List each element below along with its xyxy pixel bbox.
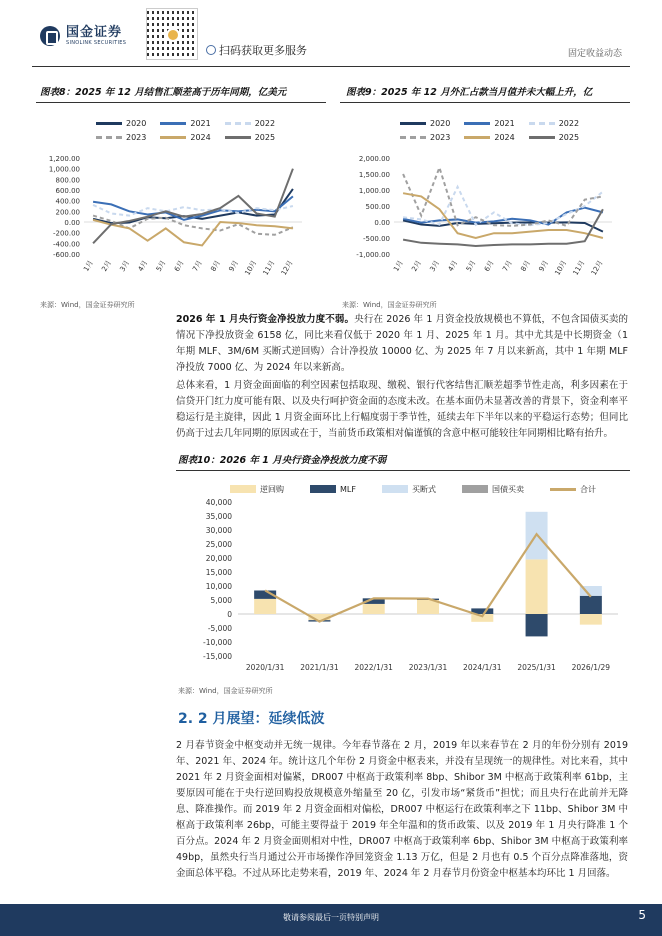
section2-title: 2. 2 月展望：延续低波 (178, 711, 325, 727)
y-tick-label: 0 (227, 610, 232, 619)
y-tick-label: 20,000 (205, 554, 232, 563)
paragraph-1 (176, 312, 628, 376)
legend-swatch (225, 122, 251, 125)
legend-label: 买断式 (411, 484, 436, 494)
y-tick-label: 1,200.00 (48, 155, 80, 163)
y-tick-label: -200.00 (52, 229, 80, 238)
y-tick-label: 200.00 (55, 208, 80, 217)
figure8-title: 图表8：2025 年 12 月结售汇顺差高于历年同期，亿美元 (40, 87, 287, 98)
x-tick-label: 2月 (100, 259, 113, 273)
bar-MLF (526, 614, 548, 636)
figure8-source: 来源：Wind，国金证券研究所 (40, 301, 135, 309)
series-line-2023 (403, 168, 603, 226)
y-tick-label: 0.00 (64, 219, 80, 227)
x-tick-label: 1月 (82, 259, 95, 273)
brand-name-cn: 国金证券 (66, 25, 123, 40)
x-tick-label: 5月 (154, 259, 168, 273)
y-tick-label: 600.00 (55, 187, 80, 195)
legend-label: MLF (340, 484, 356, 494)
y-tick-label: 500.00 (365, 203, 390, 211)
legend-item-4 (550, 482, 596, 496)
paragraph-1-lead: 2026 年 1 月央行资金净投放力度不弱。 (176, 314, 355, 325)
x-tick-label: 10月 (553, 259, 569, 277)
x-tick-label: 10月 (243, 259, 259, 277)
legend-label: 2025 (558, 132, 580, 142)
legend-item-2023 (96, 130, 146, 144)
legend-swatch (310, 485, 336, 493)
legend-label: 2025 (254, 132, 276, 142)
legend-swatch (160, 122, 186, 125)
legend-item-2020 (96, 116, 146, 130)
legend-swatch (96, 122, 122, 125)
figure9-legend (400, 116, 620, 144)
x-tick-label: 2022/1/31 (354, 663, 393, 672)
legend-item-2025 (529, 130, 579, 144)
legend-label: 国债买卖 (491, 484, 524, 494)
y-tick-label: 25,000 (205, 540, 232, 549)
legend-item-2021 (160, 116, 210, 130)
y-tick-label: 400.00 (55, 197, 80, 206)
y-tick-label: -15,000 (203, 652, 232, 661)
x-tick-label: 3月 (428, 259, 442, 273)
x-tick-label: 9月 (537, 259, 551, 273)
page-number: 5 (638, 908, 646, 922)
brand-name-en: SINOLINK SECURITIES (66, 40, 127, 46)
legend-item-2021 (464, 116, 514, 130)
legend-label: 2022 (254, 118, 276, 128)
legend-swatch (529, 122, 555, 125)
x-tick-label: 6月 (172, 259, 186, 273)
header-divider (32, 66, 630, 67)
legend-item-1 (310, 482, 356, 496)
legend-swatch (225, 136, 251, 139)
figure10-chart (176, 496, 626, 676)
figure8-legend (96, 116, 316, 144)
y-tick-label: 40,000 (205, 498, 232, 507)
legend-swatch (400, 122, 426, 125)
logo-icon (40, 26, 60, 46)
y-tick-label: 0.00 (374, 219, 390, 227)
legend-label: 2023 (430, 132, 451, 142)
x-tick-label: 2024/1/31 (463, 663, 502, 672)
y-tick-label: 1,000.00 (358, 187, 390, 195)
legend-item-2023 (400, 130, 450, 144)
scan-prompt (206, 42, 307, 58)
x-tick-label: 2021/1/31 (300, 663, 339, 672)
x-tick-label: 9月 (227, 259, 241, 273)
qr-center-logo (166, 28, 180, 42)
legend-item-2022 (225, 116, 275, 130)
figure10-title: 图表10：2026 年 1 月央行资金净投放力度不弱 (178, 455, 387, 466)
legend-label: 2023 (126, 132, 147, 142)
x-tick-label: 12月 (279, 259, 295, 277)
legend-item-2024 (464, 130, 514, 144)
y-tick-label: -500.00 (362, 235, 390, 243)
bar-逆回购 (526, 559, 548, 614)
y-tick-label: 1,500.00 (358, 171, 390, 179)
y-tick-label: 800.00 (55, 176, 80, 185)
legend-item-2024 (160, 130, 210, 144)
legend-label: 2021 (494, 118, 515, 128)
legend-label: 2021 (190, 118, 211, 128)
y-tick-label: -400.00 (52, 240, 80, 249)
x-tick-label: 2025/1/31 (517, 663, 556, 672)
legend-swatch (464, 136, 490, 139)
legend-item-2022 (529, 116, 579, 130)
y-tick-label: 1,000.00 (48, 165, 80, 174)
legend-swatch (400, 136, 426, 139)
legend-swatch (464, 122, 490, 125)
x-tick-label: 6月 (482, 259, 496, 273)
x-tick-label: 11月 (571, 259, 587, 277)
legend-item-2025 (225, 130, 275, 144)
figure10-rule (176, 470, 630, 471)
y-tick-label: 5,000 (210, 596, 232, 605)
x-tick-label: 4月 (446, 259, 460, 273)
x-tick-label: 2月 (410, 259, 423, 273)
figure10-source: 来源：Wind，国金证券研究所 (178, 687, 273, 695)
series-line-2025 (93, 169, 293, 244)
legend-swatch (529, 136, 555, 139)
legend-swatch (230, 485, 256, 493)
x-tick-label: 7月 (191, 259, 204, 273)
bar-MLF (580, 596, 602, 614)
y-tick-label: 2,000.00 (358, 155, 390, 163)
figure9-title: 图表9：2025 年 12 月外汇占款当月值并未大幅上升，亿 (346, 87, 593, 98)
legend-label: 2020 (430, 118, 451, 128)
section2-body: 2 月春节资金中枢变动并无统一规律。今年春节落在 2 月，2019 年以来春节在 2 月的年份分别有 2019 年、2021 年、2024 年。统计这几个年份 2 月资金中枢表来，并没有呈现统一的规律性。对比来看，其中 2021 年 2 月资金面相对偏紧，DR007 中枢高于政策利率 8bp、Shibor 3M 中枢高于政策利率 61bp，主要原因可能在于央行逆回购投放规模意外缩量至 20 亿，引发市场“紧货币”担忧；而且央行在此前并无降息、降准操作。而 2019 年 2 月资金面相对偏松，DR007 中枢运行在政策利率之下 11bp、Shibor 3M 中枢高于政策利率 26bp，可能主要得益于 2019 年全年温和的货币政策、以及 2019 年 1 月央行降准 1 个百分点。2024 年 2 月资金面则相对中性，DR007 中枢高于政策利率 6bp、Shibor 3M 中枢高于政策利率 49bp，虽然央行当月通过公开市场操作净回笼资金 1.13 万亿，但是 2 月也有 0.5 个百分点降准落地，资金面总体平稳。不过从环比走势来看，2019 年、2024 年 2 月春节月份资金中枢基本均环比 1 月回落。 (176, 740, 628, 879)
y-tick-label: -1,000.00 (356, 251, 390, 259)
x-tick-label: 8月 (209, 259, 222, 273)
y-tick-label: 30,000 (205, 526, 232, 535)
figure9-source: 来源：Wind，国金证券研究所 (342, 301, 437, 309)
legend-swatch (550, 488, 576, 491)
x-tick-label: 1月 (392, 259, 405, 273)
legend-item-2020 (400, 116, 450, 130)
y-tick-label: -600.00 (52, 251, 80, 259)
legend-swatch (96, 136, 122, 139)
legend-label: 合计 (579, 484, 596, 494)
x-tick-label: 3月 (118, 259, 132, 273)
figure8-rule (36, 102, 326, 103)
legend-swatch (160, 136, 186, 139)
figure9-chart (342, 150, 622, 285)
legend-label: 2024 (494, 132, 515, 142)
legend-label: 2020 (126, 118, 147, 128)
x-tick-label: 2020/1/31 (245, 663, 285, 672)
bar-逆回购 (254, 599, 276, 614)
y-tick-label: 35,000 (205, 512, 232, 521)
x-tick-label: 4月 (136, 259, 150, 273)
legend-item-0 (230, 482, 284, 496)
footer-disclaimer: 敬请参阅最后一页特别声明 (283, 913, 379, 922)
legend-swatch (382, 485, 408, 493)
legend-label: 2022 (558, 118, 580, 128)
bar-逆回购 (580, 614, 602, 625)
scan-icon (206, 45, 216, 55)
section-label: 固定收益动态 (567, 49, 622, 59)
y-tick-label: 10,000 (205, 582, 232, 591)
x-tick-label: 2026/1/29 (571, 663, 611, 672)
x-tick-label: 12月 (589, 259, 605, 277)
y-tick-label: -10,000 (203, 638, 232, 647)
brand-logo (40, 26, 126, 46)
scan-text: 扫码获取更多服务 (219, 44, 307, 57)
x-tick-label: 8月 (519, 259, 532, 273)
x-tick-label: 11月 (261, 259, 277, 277)
legend-item-2 (382, 482, 436, 496)
figure10-legend (230, 482, 630, 496)
series-line-2025 (403, 209, 603, 246)
x-tick-label: 7月 (501, 259, 514, 273)
paragraph-2: 总体来看，1 月资金面面临的利空因素包括取现、缴税、银行代客结售汇顺差超季节性走高，利多因素在于信贷开门红力度可能有限、以及央行呵护资金面的态度未改。在基本面仍未显著改善的背景下，资金利率平稳运行是主旋律，因此 1 月资金面环比上行幅度弱于季节性，延续去年下半年以来的平稳运行态势；但同比仍高于过去几年同期的原因或在于，当前货币政策相对偏谨慎的含意中枢可能较往年同期相比略有抬升。 (176, 380, 628, 439)
bar-逆回购 (363, 604, 385, 614)
x-tick-label: 5月 (464, 259, 478, 273)
y-tick-label: -5,000 (207, 624, 232, 633)
x-tick-label: 2023/1/31 (408, 663, 448, 672)
figure8-chart (36, 150, 306, 285)
figure9-rule (340, 102, 630, 103)
legend-label: 2024 (190, 132, 211, 142)
legend-label: 逆回购 (260, 484, 284, 494)
paragraph-1-body: 央行在 2026 年 1 月资金投放规模也不算低，不包含国债买卖的情况下净投放资金 6158 亿，同比来看仅低于 2020 年 1 月、2025 年 1 月。其中尤其是中长期资金（1 年期 MLF、3M/6M 买断式逆回购）合计净投放 10000 亿、为 2025 年 7 月以来新高，其中 1 年期 MLF 净投放 7000 亿、为 2024 年以来新高。 (176, 314, 628, 373)
legend-item-3 (462, 482, 524, 496)
legend-swatch (462, 485, 488, 493)
y-tick-label: 15,000 (205, 568, 232, 577)
